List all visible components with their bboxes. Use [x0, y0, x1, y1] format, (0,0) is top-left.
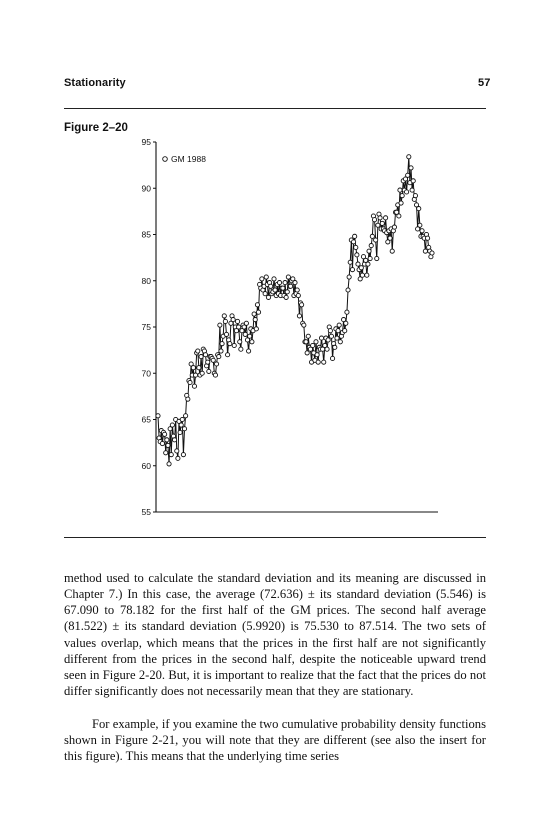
- data-point: [365, 273, 369, 277]
- data-point: [220, 342, 224, 346]
- data-point: [406, 173, 410, 177]
- data-point: [179, 423, 183, 427]
- data-point: [372, 218, 376, 222]
- data-point: [260, 277, 264, 281]
- data-point: [338, 340, 342, 344]
- data-point: [244, 321, 248, 325]
- data-point: [347, 275, 351, 279]
- data-point: [420, 229, 424, 233]
- data-point: [333, 345, 337, 349]
- data-point: [169, 453, 173, 457]
- data-point: [375, 256, 379, 260]
- data-point: [264, 275, 268, 279]
- y-tick-label: 55: [141, 507, 151, 517]
- data-point: [223, 319, 227, 323]
- data-point: [250, 340, 254, 344]
- data-point: [163, 432, 167, 436]
- data-point: [217, 355, 221, 359]
- y-tick-label: 75: [141, 322, 151, 332]
- data-point: [388, 236, 392, 240]
- data-point: [237, 325, 241, 329]
- data-point: [344, 321, 348, 325]
- data-point: [255, 303, 259, 307]
- data-point: [253, 318, 257, 322]
- data-point: [224, 332, 228, 336]
- data-point: [350, 268, 354, 272]
- data-point: [269, 284, 273, 288]
- page-number: 57: [478, 77, 491, 89]
- data-point: [273, 288, 277, 292]
- data-point: [266, 295, 270, 299]
- data-point: [295, 288, 299, 292]
- y-tick-label: 85: [141, 229, 151, 240]
- data-point: [413, 194, 417, 198]
- data-point: [351, 240, 355, 244]
- data-point: [156, 414, 160, 418]
- data-point: [367, 249, 371, 253]
- data-point: [392, 225, 396, 229]
- data-point: [370, 234, 374, 238]
- data-point: [380, 221, 384, 225]
- data-point: [256, 310, 260, 314]
- data-point: [272, 277, 276, 281]
- data-point: [293, 281, 297, 285]
- data-point: [296, 293, 300, 297]
- data-point: [181, 453, 185, 457]
- data-point: [356, 262, 360, 266]
- data-point: [314, 340, 318, 344]
- data-point: [390, 249, 394, 253]
- data-point: [214, 362, 218, 366]
- data-point: [297, 314, 301, 318]
- data-point: [335, 336, 339, 340]
- y-axis: [142, 137, 438, 517]
- chart-legend: [163, 154, 207, 164]
- data-point: [397, 214, 401, 218]
- data-point: [409, 166, 413, 170]
- data-point: [348, 260, 352, 264]
- data-point: [423, 249, 427, 253]
- data-point: [167, 462, 171, 466]
- data-point: [213, 373, 217, 377]
- data-point: [211, 358, 215, 362]
- data-point: [235, 319, 239, 323]
- data-point: [304, 340, 308, 344]
- y-tick-label: 90: [141, 183, 151, 194]
- data-point: [355, 253, 359, 257]
- figure-label: Figure 2–20: [64, 122, 128, 134]
- data-point: [188, 380, 192, 384]
- data-point: [368, 256, 372, 260]
- data-point: [200, 371, 204, 375]
- data-point: [226, 353, 230, 357]
- data-point: [164, 451, 168, 455]
- y-tick-label: 70: [141, 368, 151, 379]
- data-point: [175, 449, 179, 453]
- data-point: [417, 207, 421, 211]
- y-tick-label: 65: [141, 414, 151, 425]
- data-point: [160, 441, 164, 445]
- data-point: [319, 336, 323, 340]
- data-point: [247, 349, 251, 353]
- data-point: [325, 347, 329, 351]
- data-point: [196, 349, 200, 353]
- y-tick-label: 60: [141, 460, 151, 471]
- data-point: [243, 332, 247, 336]
- data-point: [285, 290, 289, 294]
- series-line: [158, 157, 432, 464]
- data-point: [330, 356, 334, 360]
- data-point: [248, 334, 252, 338]
- data-point: [346, 288, 350, 292]
- data-point: [263, 292, 267, 296]
- data-point: [197, 366, 201, 370]
- data-point: [166, 443, 170, 447]
- data-point: [311, 343, 315, 347]
- data-point: [407, 155, 411, 159]
- data-point: [359, 266, 363, 270]
- data-point: [239, 347, 243, 351]
- data-point: [378, 216, 382, 220]
- data-point: [218, 323, 222, 327]
- y-tick-label: 80: [141, 275, 151, 286]
- data-point: [326, 338, 330, 342]
- data-point: [206, 360, 210, 364]
- data-point: [170, 423, 174, 427]
- data-point: [178, 430, 182, 434]
- data-point: [172, 438, 176, 442]
- data-point: [300, 303, 304, 307]
- data-point: [398, 188, 402, 192]
- data-point: [360, 273, 364, 277]
- data-point: [192, 384, 196, 388]
- data-point: [418, 223, 422, 227]
- data-point: [180, 417, 184, 421]
- data-point: [322, 360, 326, 364]
- data-point: [345, 310, 349, 314]
- data-point: [165, 438, 169, 442]
- data-point: [328, 329, 332, 333]
- body-paragraph-1: method used to calculate the standard deviation and its meaning are discussed in Chapter 7.) In this case, the average (72.636) ± its standard deviation (5.546) is 67.090 to 78.182 for the first half of the GM prices. The second half average (81.522) ± its standard deviation (5.9920) is 75.530 to 87.514. The two sets of values overlap, which means that the prices in the first half are not significantly different from the prices in the second half, despite the noticeable upward trend seen in Figure 2-20. But, it is important to realize that the fact that the prices do not differ significantly does not necessarily mean that they are stationary.: [64, 571, 486, 699]
- data-point: [425, 236, 429, 240]
- data-point: [254, 327, 258, 331]
- data-point: [374, 238, 378, 242]
- legend-marker: [163, 157, 168, 162]
- data-point: [238, 340, 242, 344]
- data-point: [369, 244, 373, 248]
- data-point: [284, 295, 288, 299]
- data-point: [400, 194, 404, 198]
- data-point: [384, 216, 388, 220]
- data-point: [252, 312, 256, 316]
- data-point: [184, 414, 188, 418]
- data-point: [337, 323, 341, 327]
- data-point: [288, 284, 292, 288]
- data-point: [343, 329, 347, 333]
- data-point: [186, 397, 190, 401]
- data-point: [305, 351, 309, 355]
- data-point: [222, 314, 226, 318]
- data-point: [283, 281, 287, 285]
- data-point: [281, 286, 285, 290]
- body-paragraph-2: For example, if you examine the two cumulative probability density functions shown in Figure 2-21, you will note that they are different (see also the insert for this figure). This means that the underlying time series: [64, 717, 486, 764]
- y-tick-label: 95: [141, 137, 151, 147]
- data-point: [316, 360, 320, 364]
- price-series: [156, 155, 434, 466]
- data-point: [411, 179, 415, 183]
- data-point: [404, 190, 408, 194]
- data-point: [315, 353, 319, 357]
- data-point: [199, 355, 203, 359]
- data-point: [376, 223, 380, 227]
- data-point: [399, 201, 403, 205]
- data-point: [277, 281, 281, 285]
- data-point: [176, 456, 180, 460]
- data-point: [182, 427, 186, 431]
- data-point: [410, 188, 414, 192]
- data-point: [219, 349, 223, 353]
- figure-rule: [64, 537, 486, 538]
- data-point: [193, 373, 197, 377]
- data-point: [353, 234, 357, 238]
- data-point: [231, 318, 235, 322]
- data-point: [430, 251, 434, 255]
- data-point: [336, 329, 340, 333]
- data-point: [203, 353, 207, 357]
- data-point: [228, 342, 232, 346]
- data-point: [286, 275, 290, 279]
- data-point: [232, 343, 236, 347]
- data-point: [306, 334, 310, 338]
- data-point: [329, 334, 333, 338]
- data-point: [207, 369, 211, 373]
- data-point: [366, 262, 370, 266]
- data-point: [191, 366, 195, 370]
- legend-label: GM 1988: [171, 154, 206, 164]
- running-header-title: Stationarity: [64, 77, 126, 89]
- data-point: [302, 323, 306, 327]
- data-point: [354, 245, 358, 249]
